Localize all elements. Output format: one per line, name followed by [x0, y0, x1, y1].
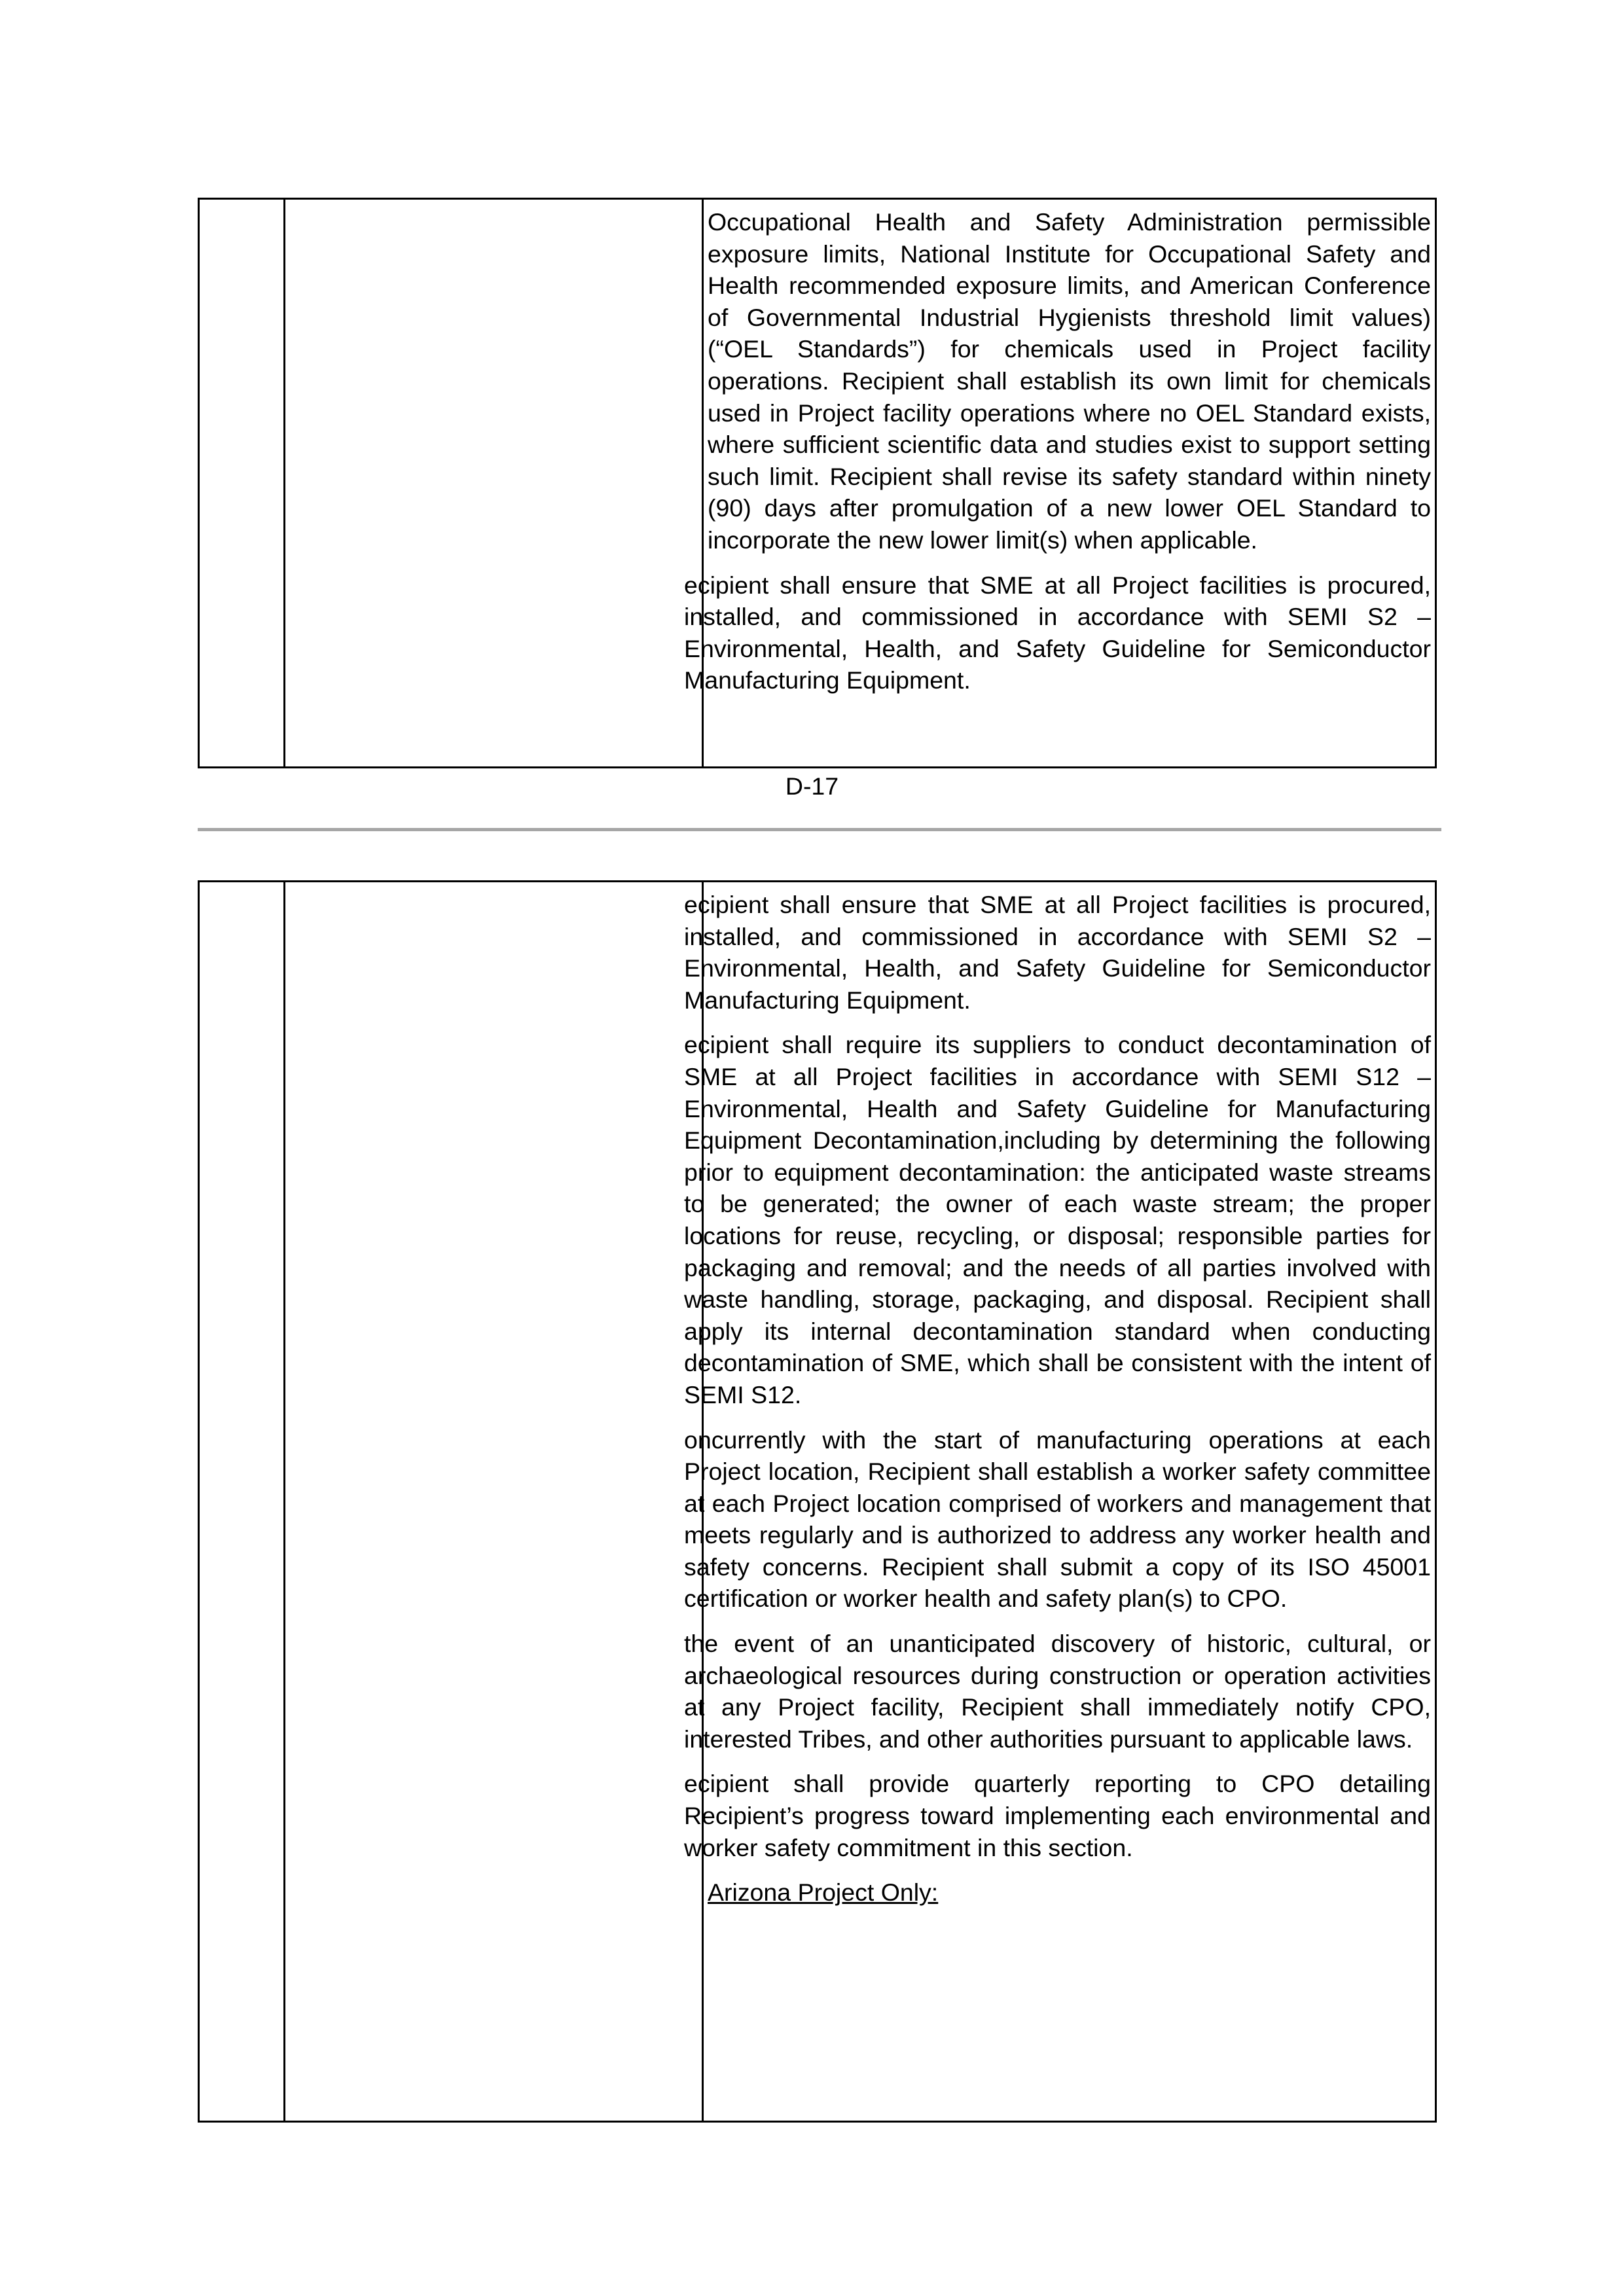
table-page-1 [198, 198, 1437, 768]
paragraph: ecipient shall require its suppliers to conduct decontamination of SME at all Project facilities in accordance with SEMI S12 – Environmental, Health and Safety Guideline for Manufacturing Equipment Decontamination,including by determining the following prior to equipment decontamination: the anticipated waste streams to be generated; the owner of each waste stream; the proper locations for reuse, recycling, or disposal; responsible parties for packaging and removal; and the needs of all parties involved with waste handling, storage, packaging, and disposal. Recipient shall apply its internal decontamination standard when conducting decontamination of SME, which shall be consistent with the intent of SEMI S12. [684, 1031, 1431, 1408]
table-cell-commitment [684, 200, 1435, 766]
paragraph: the event of an unanticipated discovery of historic, cultural, or archaeological resources during construction or operation activities at any Project facility, Recipient shall immediately notify CPO, interested Tribes, and other authorities pursuant to applicable laws. [684, 1630, 1431, 1753]
paragraph: ecipient shall ensure that SME at all Project facilities is procured, installed, and commissioned in accordance with SEMI S2 – Environmental, Health, and Safety Guideline for Semiconductor Manufacturing Equipment. [684, 571, 1431, 694]
table-cell-number [200, 882, 285, 2121]
section-heading: Arizona Project Only: [708, 1878, 939, 1907]
table-cell-number [200, 200, 285, 766]
paragraph: oncurrently with the start of manufacturing operations at each Project location, Recipient shall establish a worker safety committee at each Project location comprised of workers and management that meets regularly and is authorized to address any worker health and safety concerns. Recipient shall submit a copy of its ISO 45001 certification or worker health and safety plan(s) to CPO. [684, 1426, 1431, 1613]
paragraph: Occupational Health and Safety Administration permissible exposure limits, National Institute for Occupational Safety and Health recommended exposure limits, and American Conference of Governmental Industrial Hygienists threshold limit values) (“OEL Standards”) for chemicals used in Project facility operations. Recipient shall establish its own limit for chemicals used in Project facility operations where no OEL Standard exists, where sufficient scientific data and studies exist to support setting such limit. Recipient shall revise its safety standard within ninety (90) days after promulgation of a new lower OEL Standard to incorporate the new lower limit(s) when applicable. [708, 208, 1431, 554]
page-number-text: D-17 [785, 772, 839, 800]
table-page-2 [198, 880, 1437, 2123]
table-cell-topic [285, 200, 704, 766]
table-cell-commitment [684, 882, 1435, 2121]
page-separator [198, 828, 1441, 831]
paragraph: ecipient shall provide quarterly reporting to CPO detailing Recipient’s progress toward implementing each environmental and worker safety commitment in this section. [684, 1770, 1431, 1861]
paragraph: ecipient shall ensure that SME at all Project facilities is procured, installed, and commissioned in accordance with SEMI S2 – Environmental, Health, and Safety Guideline for Semiconductor Manufacturing Equipment. [684, 891, 1431, 1014]
page-number [0, 768, 1624, 804]
table-cell-topic [285, 882, 704, 2121]
